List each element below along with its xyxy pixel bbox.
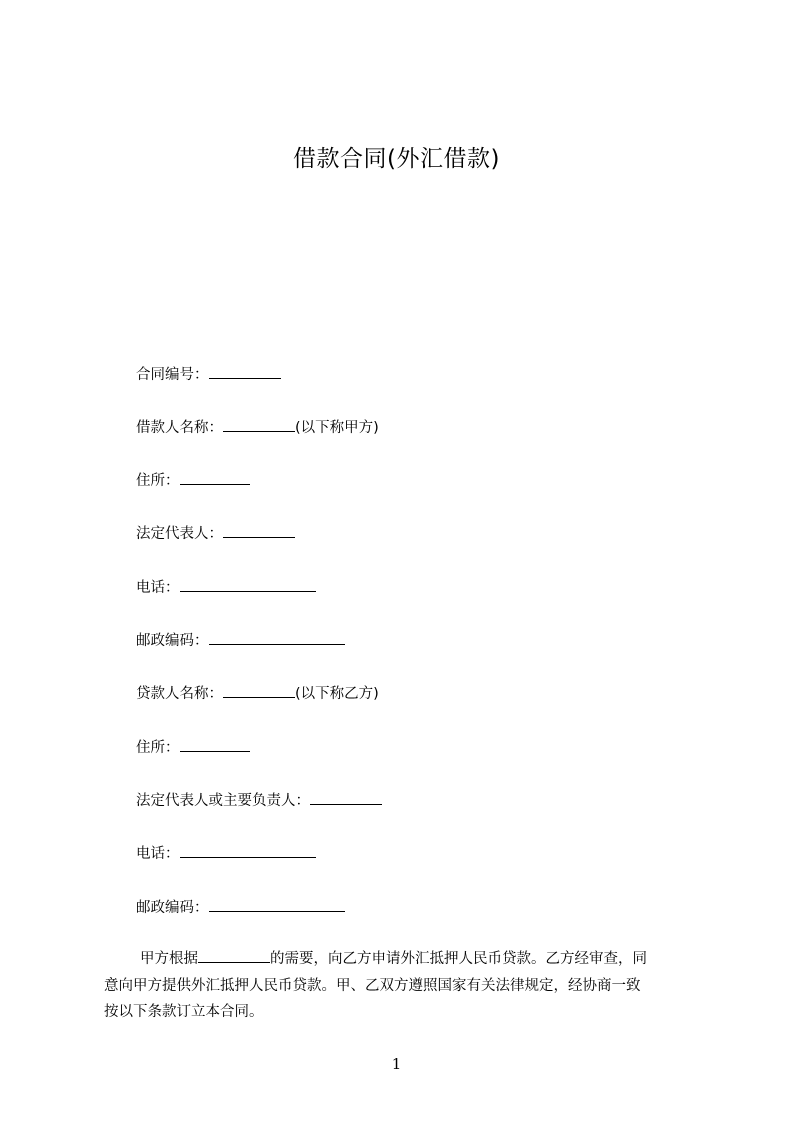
- field-borrower-postcode: [136, 629, 345, 651]
- field-lender-address: [136, 736, 250, 758]
- field-borrower-legal-rep: [136, 522, 295, 544]
- field-lender-phone: [136, 842, 316, 864]
- field-label: 电话：: [136, 846, 180, 862]
- blank-line: [180, 576, 316, 592]
- blank-line: [223, 522, 295, 538]
- paragraph-line: 意向甲方提供外汇抵押人民币贷款。甲、乙双方遵照国家有关法律规定，经协商一致: [104, 977, 641, 994]
- field-label: 住所：: [136, 740, 180, 756]
- field-label: 合同编号：: [136, 367, 209, 383]
- blank-line: [209, 629, 345, 645]
- blank-line: [223, 416, 295, 432]
- field-label: 住所：: [136, 473, 180, 489]
- field-label: 法定代表人：: [136, 526, 223, 542]
- blank-line: [180, 842, 316, 858]
- preamble-paragraph: [104, 946, 704, 1026]
- paragraph-line: 按以下条款订立本合同。: [104, 1004, 264, 1020]
- document-title: 借款合同(外汇借款): [293, 146, 500, 172]
- blank-line: [180, 469, 250, 485]
- blank-line: [180, 736, 250, 752]
- field-borrower-phone: [136, 576, 316, 598]
- blank-line: [310, 789, 382, 805]
- field-label: 贷款人名称：: [136, 686, 223, 702]
- field-suffix: (以下称乙方): [295, 686, 379, 702]
- paragraph-text: 甲方根据: [140, 951, 198, 967]
- field-label: 法定代表人或主要负责人：: [136, 793, 310, 809]
- field-lender-legal-rep: [136, 789, 382, 811]
- blank-line: [198, 947, 270, 963]
- paragraph-text: 的需要，向乙方申请外汇抵押人民币贷款。乙方经审查，同: [270, 951, 647, 967]
- blank-line: [223, 682, 295, 698]
- blank-line: [209, 363, 281, 379]
- field-borrower-name: [136, 416, 379, 438]
- page-number: 1: [391, 1055, 402, 1073]
- field-label: 借款人名称：: [136, 420, 223, 436]
- field-lender-name: [136, 682, 379, 704]
- paragraph-line: [104, 946, 704, 973]
- field-label: 邮政编码：: [136, 900, 209, 916]
- field-contract-number: [136, 363, 281, 385]
- field-borrower-address: [136, 469, 250, 491]
- blank-line: [209, 896, 345, 912]
- field-suffix: (以下称甲方): [295, 420, 379, 436]
- field-lender-postcode: [136, 896, 345, 918]
- field-label: 电话：: [136, 580, 180, 596]
- field-label: 邮政编码：: [136, 633, 209, 649]
